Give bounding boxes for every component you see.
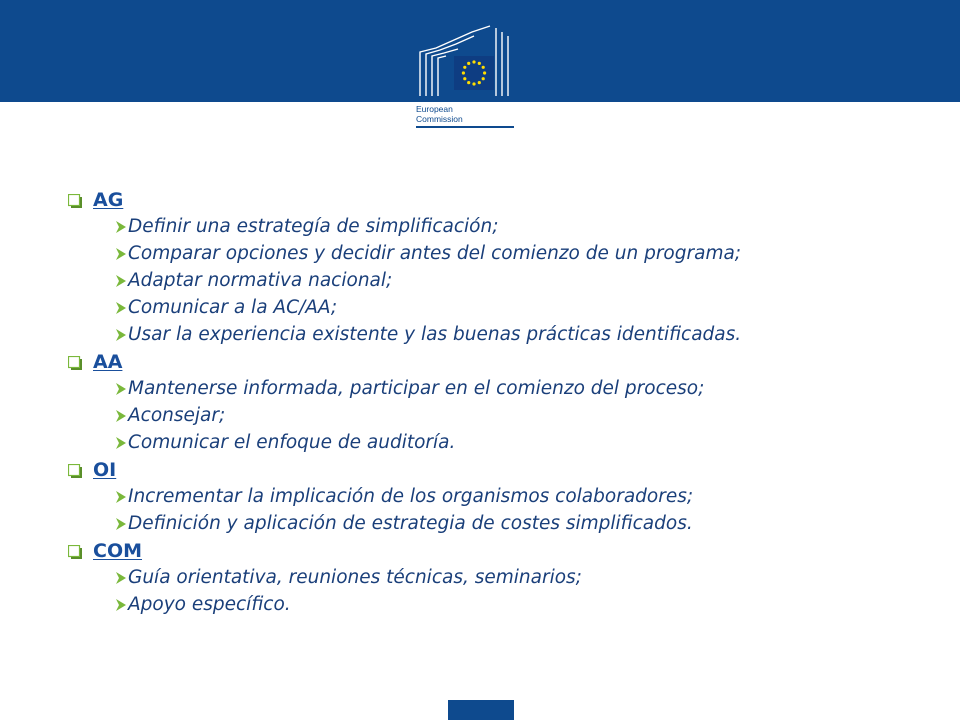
list-item [68, 375, 948, 402]
list-item [68, 429, 948, 456]
list-item [68, 321, 948, 348]
list-item [68, 267, 948, 294]
list-item-text: Definición y aplicación de estrategia de costes simplificados. [128, 513, 693, 534]
list-item [68, 402, 948, 429]
list-item-text: Apoyo específico. [128, 594, 291, 615]
heading-link-ag[interactable]: AG [93, 188, 124, 211]
arrowhead-bullet-icon [116, 572, 126, 584]
heading-link-aa[interactable]: AA [93, 350, 123, 373]
logo-line-2: Commission [416, 114, 463, 124]
list-item-text: Comparar opciones y decidir antes del comienzo de un programa; [128, 243, 742, 264]
heading-link-oi[interactable]: OI [93, 458, 117, 481]
list-item-text: Comunicar a la AC/AA; [128, 297, 338, 318]
arrowhead-bullet-icon [116, 599, 126, 611]
section-heading-aa [68, 348, 948, 375]
section-heading-oi [68, 456, 948, 483]
arrowhead-bullet-icon [116, 383, 126, 395]
square-bullet-icon [68, 463, 82, 477]
logo-underline [416, 126, 514, 128]
arrowhead-bullet-icon [116, 518, 126, 530]
list-item [68, 483, 948, 510]
arrowhead-bullet-icon [116, 329, 126, 341]
list-item-text: Incrementar la implicación de los organismos colaboradores; [128, 486, 694, 507]
list-item [68, 510, 948, 537]
list-item-text: Guía orientativa, reuniones técnicas, seminarios; [128, 567, 582, 588]
slide-content [68, 186, 948, 618]
square-bullet-icon [68, 355, 82, 369]
arrowhead-bullet-icon [116, 302, 126, 314]
list-item [68, 213, 948, 240]
arrowhead-bullet-icon [116, 491, 126, 503]
list-item [68, 591, 948, 618]
logo-wordmark [416, 104, 463, 124]
list-item-text: Mantenerse informada, participar en el comienzo del proceso; [128, 378, 705, 399]
list-item-text: Comunicar el enfoque de auditoría. [128, 432, 456, 453]
list-item-text: Usar la experiencia existente y las buenas prácticas identificadas. [128, 324, 742, 345]
square-bullet-icon [68, 544, 82, 558]
arrowhead-bullet-icon [116, 248, 126, 260]
section-heading-ag [68, 186, 948, 213]
list-item-text: Adaptar normativa nacional; [128, 270, 393, 291]
list-item [68, 240, 948, 267]
list-item-text: Definir una estrategía de simplificación; [128, 216, 499, 237]
list-item [68, 294, 948, 321]
square-bullet-icon [68, 193, 82, 207]
arrowhead-bullet-icon [116, 221, 126, 233]
footer-block [448, 700, 514, 720]
logo-line-1: European [416, 104, 453, 114]
heading-link-com[interactable]: COM [93, 539, 143, 562]
list-item [68, 564, 948, 591]
arrowhead-bullet-icon [116, 437, 126, 449]
commission-building-icon [416, 22, 514, 102]
list-item-text: Aconsejar; [128, 405, 226, 426]
european-commission-logo [416, 22, 514, 134]
arrowhead-bullet-icon [116, 275, 126, 287]
section-heading-com [68, 537, 948, 564]
arrowhead-bullet-icon [116, 410, 126, 422]
